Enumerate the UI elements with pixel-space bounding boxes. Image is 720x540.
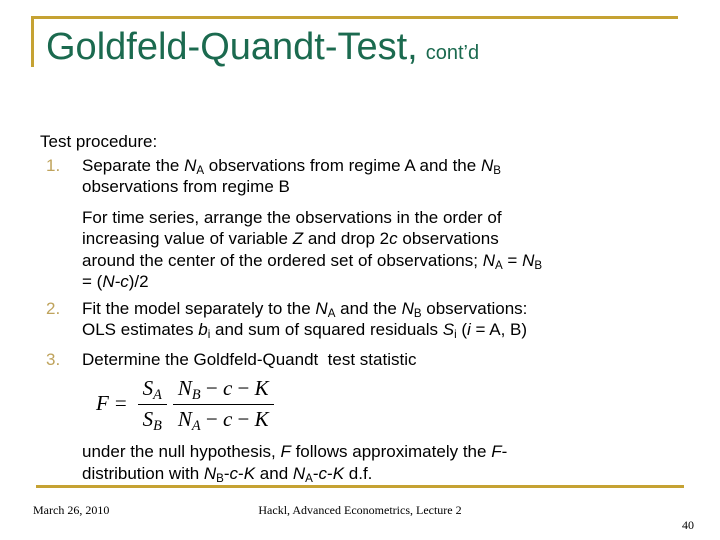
formula-equals: = xyxy=(114,391,127,416)
closing-paragraph xyxy=(40,441,692,484)
list-item-2 xyxy=(40,298,692,341)
list-item-1-line-1: Separate the $N_A$ observations from regime A and the $N_B$ xyxy=(82,155,501,177)
fraction-1-denominator: $S_B$ xyxy=(142,406,162,434)
footer xyxy=(0,503,720,532)
list-item-1 xyxy=(40,155,692,293)
note-line-3: around the center of the ordered set of observations; $N_A = N_B$ xyxy=(82,250,543,272)
formula-fraction-1 xyxy=(138,376,167,432)
list-item-1-note xyxy=(82,207,692,293)
list-item-2-line-2: OLS estimates $b_i$ and sum of squared residuals $S_i$ (i = A, B) xyxy=(82,320,528,342)
list-item-3 xyxy=(40,349,692,371)
list-number-3: 3. xyxy=(46,349,61,369)
note-line-1: For time series, arrange the observations in the order of xyxy=(82,207,502,227)
fraction-1-numerator: $S_A$ xyxy=(138,376,167,405)
gq-test-statistic-formula xyxy=(96,376,277,432)
slide-title-suffix: cont’d xyxy=(425,42,480,64)
fraction-2-numerator: $N_B - c - K$ xyxy=(173,376,274,405)
slide-title xyxy=(46,28,479,68)
closing-line-1: under the null hypothesis, F follows approximately the F- xyxy=(82,442,508,462)
list-item-1-line-2: observations from regime B xyxy=(82,177,290,196)
note-line-4: = (N-c)/2 xyxy=(82,272,149,291)
closing-line-2: distribution with $N_B-c-K$ and $N_A-c-K$ d.f. xyxy=(82,463,373,485)
note-line-2: increasing value of variable Z and drop 2c observations xyxy=(82,229,499,248)
footer-course-title: Hackl, Advanced Econometrics, Lecture 2 xyxy=(258,503,462,517)
list-item-2-line-1: Fit the model separately to the $N_A$ and the $N_B$ observations: xyxy=(82,298,528,320)
footer-rule xyxy=(36,485,684,488)
formula-lhs: F xyxy=(96,391,109,416)
formula-fraction-2 xyxy=(173,376,274,432)
fraction-2-denominator: $N_A - c - K$ xyxy=(177,406,269,434)
footer-page-number: 40 xyxy=(682,518,694,532)
list-item-3-line-1: Determine the Goldfeld-Quandt test statistic xyxy=(82,349,417,369)
intro-text: Test procedure: xyxy=(40,132,158,151)
title-top-rule xyxy=(33,16,678,19)
slide-title-main: Goldfeld-Quandt-Test, xyxy=(46,26,418,68)
slide-body xyxy=(40,131,692,484)
footer-date: March 26, 2010 xyxy=(33,503,110,517)
list-number-1: 1. xyxy=(46,155,61,175)
list-number-2: 2. xyxy=(46,298,61,318)
title-left-rule xyxy=(31,16,34,67)
